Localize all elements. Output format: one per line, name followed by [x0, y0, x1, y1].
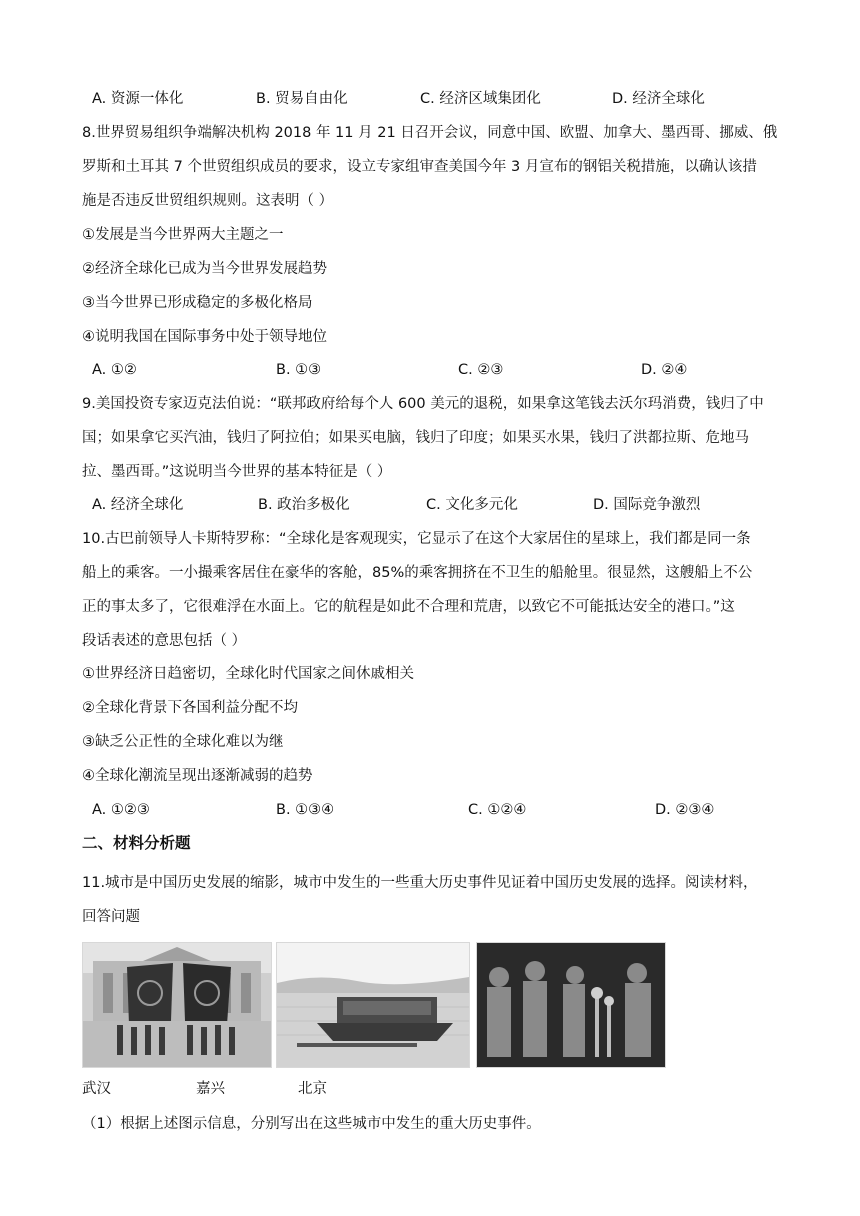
- q10-statement-1: ①世界经济日趋密切，全球化时代国家之间休戚相关: [82, 666, 414, 682]
- q8-statement-2: ②经济全球化已成为当今世界发展趋势: [82, 261, 327, 277]
- section-heading: 二、材料分析题: [82, 834, 191, 852]
- q10-option-a: A. ①②③: [92, 802, 150, 818]
- q10-option-d: D. ②③④: [655, 802, 715, 818]
- q10-statement-4: ④全球化潮流呈现出逐渐减弱的趋势: [82, 768, 313, 784]
- q10-stem-line-3: 正的事太多了，它很难浮在水面上。它的航程是如此不合理和荒唐，以致它不可能抵达安全的港口。”这: [82, 599, 735, 615]
- q10-stem-line-4: 段话表述的意思包括（ ）: [82, 633, 247, 649]
- q8-statement-3: ③当今世界已形成稳定的多极化格局: [82, 295, 313, 311]
- q10-option-b: B. ①③④: [276, 802, 335, 818]
- q11-stem-line-2: 回答问题: [82, 909, 140, 925]
- q9-options: [92, 495, 792, 515]
- q7-options: [92, 89, 792, 109]
- q9-option-a: A. 经济全球化: [92, 497, 184, 513]
- q10-statement-2: ②全球化背景下各国利益分配不均: [82, 700, 298, 716]
- q8-stem-line-2: 罗斯和土耳其 7 个世贸组织成员的要求，设立专家组审查美国今年 3 月宣布的钢铝关税措施，以确认该措: [82, 159, 757, 175]
- q8-stem-line-1: 8.世界贸易组织争端解决机构 2018 年 11 月 21 日召开会议，同意中国、欧盟、加拿大、墨西哥、挪威、俄: [82, 125, 778, 141]
- jiaxing-photo: [276, 942, 470, 1068]
- q8-option-c: C. ②③: [458, 362, 504, 378]
- q9-stem-line-3: 拉、墨西哥。”这说明当今世界的基本特征是（ ）: [82, 464, 392, 480]
- q8-statement-4: ④说明我国在国际事务中处于领导地位: [82, 329, 327, 345]
- q10-option-c: C. ①②④: [468, 802, 527, 818]
- q7-option-a: A. 资源一体化: [92, 91, 184, 107]
- caption-wuhan: 武汉: [82, 1081, 111, 1097]
- q11-subquestion-1: （1）根据上述图示信息，分别写出在这些城市中发生的重大历史事件。: [82, 1116, 541, 1132]
- q11-stem-line-1: 11.城市是中国历史发展的缩影，城市中发生的一些重大历史事件见证着中国历史发展的选择。阅读材料，: [82, 875, 758, 891]
- q9-option-c: C. 文化多元化: [426, 497, 518, 513]
- wuhan-photo: [82, 942, 272, 1068]
- q8-statement-1: ①发展是当今世界两大主题之一: [82, 227, 284, 243]
- q8-options: [92, 360, 792, 380]
- q10-statement-3: ③缺乏公正性的全球化难以为继: [82, 734, 284, 750]
- q9-stem-line-1: 9.美国投资专家迈克法伯说：“联邦政府给每个人 600 美元的退税，如果拿这笔钱去沃尔玛消费，钱归了中: [82, 396, 764, 412]
- q8-option-d: D. ②④: [641, 362, 688, 378]
- q8-stem-line-3: 施是否违反世贸组织规则。这表明（ ）: [82, 193, 334, 209]
- q10-stem-line-2: 船上的乘客。一小撮乘客居住在豪华的客舱，85%的乘客拥挤在不卫生的船舱里。很显然，这艘船上不公: [82, 565, 753, 581]
- caption-jiaxing: 嘉兴: [196, 1081, 225, 1097]
- q9-stem-line-2: 国；如果拿它买汽油，钱归了阿拉伯；如果买电脑，钱归了印度；如果买水果，钱归了洪都拉斯、危地马: [82, 430, 749, 446]
- q10-options: [92, 800, 792, 820]
- q10-stem-line-1: 10.古巴前领导人卡斯特罗称：“全球化是客观现实，它显示了在这个大家居住的星球上，我们都是同一条: [82, 531, 751, 547]
- q8-option-b: B. ①③: [276, 362, 322, 378]
- caption-beijing: 北京: [298, 1081, 327, 1097]
- q9-option-b: B. 政治多极化: [258, 497, 350, 513]
- beijing-photo: [476, 942, 666, 1068]
- q7-option-d: D. 经济全球化: [612, 91, 705, 107]
- q8-option-a: A. ①②: [92, 362, 137, 378]
- q9-option-d: D. 国际竞争激烈: [593, 497, 701, 513]
- q7-option-b: B. 贸易自由化: [256, 91, 348, 107]
- q7-option-c: C. 经济区域集团化: [420, 91, 541, 107]
